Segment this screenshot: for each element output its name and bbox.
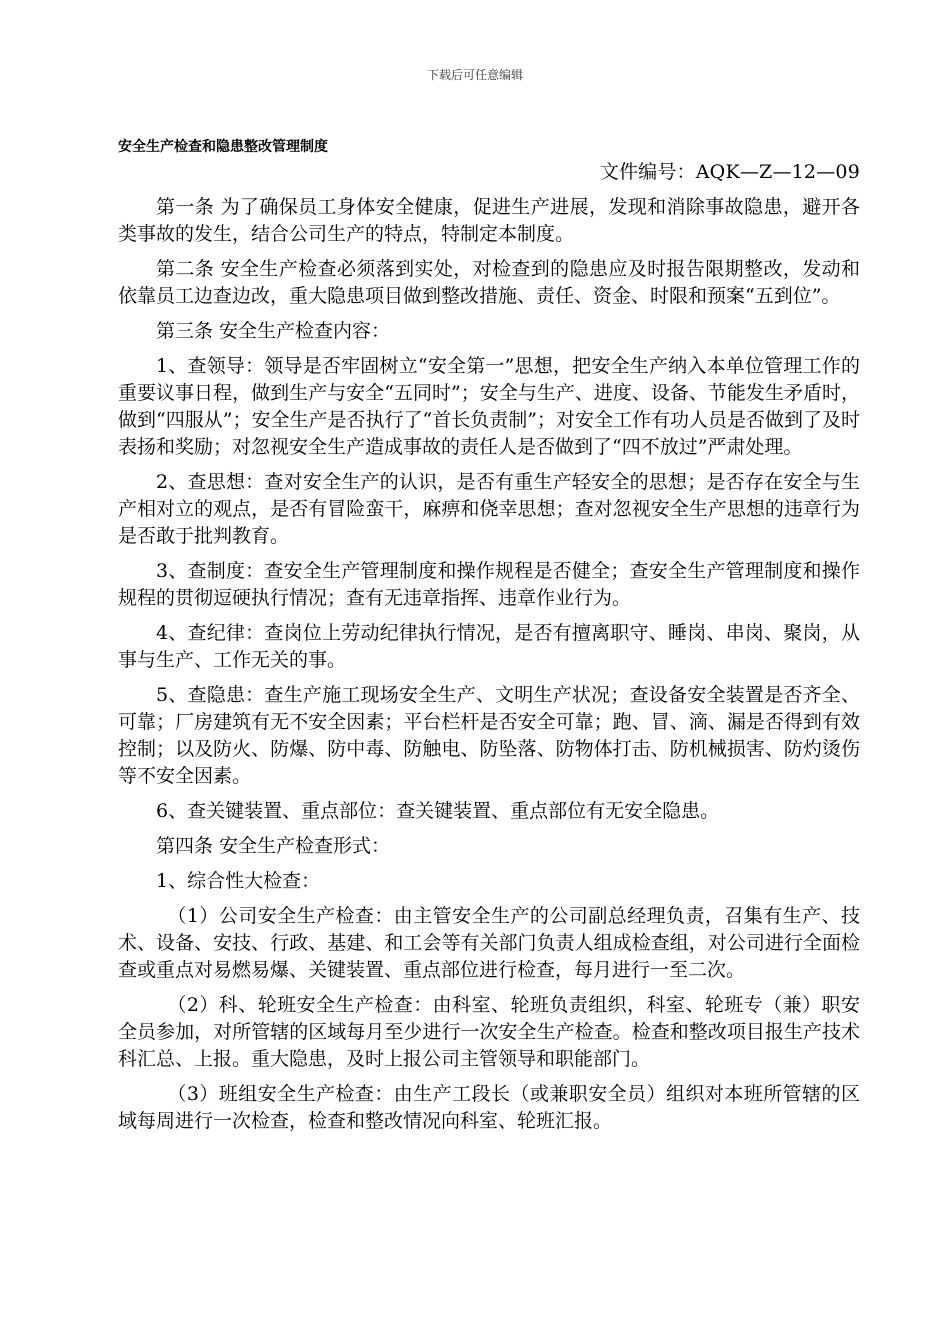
item-check-leadership: 1、查领导：领导是否牢固树立“安全第一”思想，把安全生产纳入本单位管理工作的重要议事日程，做到生产与安全“五同时”；安全与生产、进度、设备、节能发生矛盾时，做到“四服从”；安全生产是否执行了“首长负责制”；对安全工作有功人员是否做到了及时表扬和奖励；对忽视安全生产造成事故的责任人是否做到了“四不放过”严肃处理。 bbox=[118, 355, 860, 458]
article-4: 第四条 安全生产检查形式： bbox=[156, 835, 391, 857]
sub-item-company-inspection: （1）公司安全生产检查：由主管安全生产的公司副总经理负责，召集有生产、技术、设备、安技、行政、基建、和工会等有关部门负责人组成检查组，对公司进行全面检查或重点对易燃易爆、关键装置、重点部位进行检查，每月进行一至二次。 bbox=[118, 905, 860, 981]
article-2: 第二条 安全生产检查必须落到实处，对检查到的隐患应及时报告限期整改，发动和依靠员工边查边改，重大隐患项目做到整改措施、责任、资金、时限和预案“五到位”。 bbox=[118, 258, 860, 307]
document-body bbox=[118, 194, 860, 1143]
document-title: 安全生产检查和隐患整改管理制度 bbox=[118, 139, 328, 155]
article-3: 第三条 安全生产检查内容： bbox=[156, 320, 391, 342]
article-1: 第一条 为了确保员工身体安全健康，促进生产进展，发现和消除事故隐患，避开各类事故的发生，结合公司生产的特点，特制定本制度。 bbox=[118, 196, 860, 245]
item-check-rules: 3、查制度：查安全生产管理制度和操作规程是否健全；查安全生产管理制度和操作规程的贯彻逗硬执行情况；查有无违章指挥、违章作业行为。 bbox=[118, 560, 860, 609]
item-check-discipline: 4、查纪律：查岗位上劳动纪律执行情况，是否有擅离职守、睡岗、串岗、聚岗，从事与生产、工作无关的事。 bbox=[118, 622, 860, 671]
file-number: 文件编号：AQK—Z—12—09 bbox=[599, 161, 860, 183]
item-check-hazards: 5、查隐患：查生产施工现场安全生产、文明生产状况；查设备安全装置是否齐全、可靠；厂房建筑有无不安全因素；平台栏杆是否安全可靠；跑、冒、滴、漏是否得到有效控制；以及防火、防爆、防中毒、防触电、防坠落、防物体打击、防机械损害、防灼烫伤等不安全因素。 bbox=[118, 684, 860, 787]
header-note: 下载后可任意编辑 bbox=[426, 68, 523, 82]
item-check-thinking: 2、查思想：查对安全生产的认识，是否有重生产轻安全的思想；是否存在安全与生产相对立的观点，是否有冒险蛮干，麻痹和侥幸思想；查对忽视安全生产思想的违章行为是否敢于批判教育。 bbox=[118, 471, 860, 547]
sub-item-department-inspection: （2）科、轮班安全生产检查：由科室、轮班负责组织，科室、轮班专（兼）职安全员参加，对所管辖的区域每月至少进行一次安全生产检查。检查和整改项目报生产技术科汇总、上报。重大隐患，及时上报公司主管领导和职能部门。 bbox=[118, 994, 860, 1070]
item-comprehensive-inspection: 1、综合性大检查： bbox=[156, 870, 321, 892]
item-check-key-devices: 6、查关键装置、重点部位：查关键装置、重点部位有无安全隐患。 bbox=[156, 800, 720, 822]
sub-item-team-inspection: （3）班组安全生产检查：由生产工段长（或兼职安全员）组织对本班所管辖的区域每周进行一次检查，检查和整改情况向科室、轮班汇报。 bbox=[118, 1083, 860, 1132]
